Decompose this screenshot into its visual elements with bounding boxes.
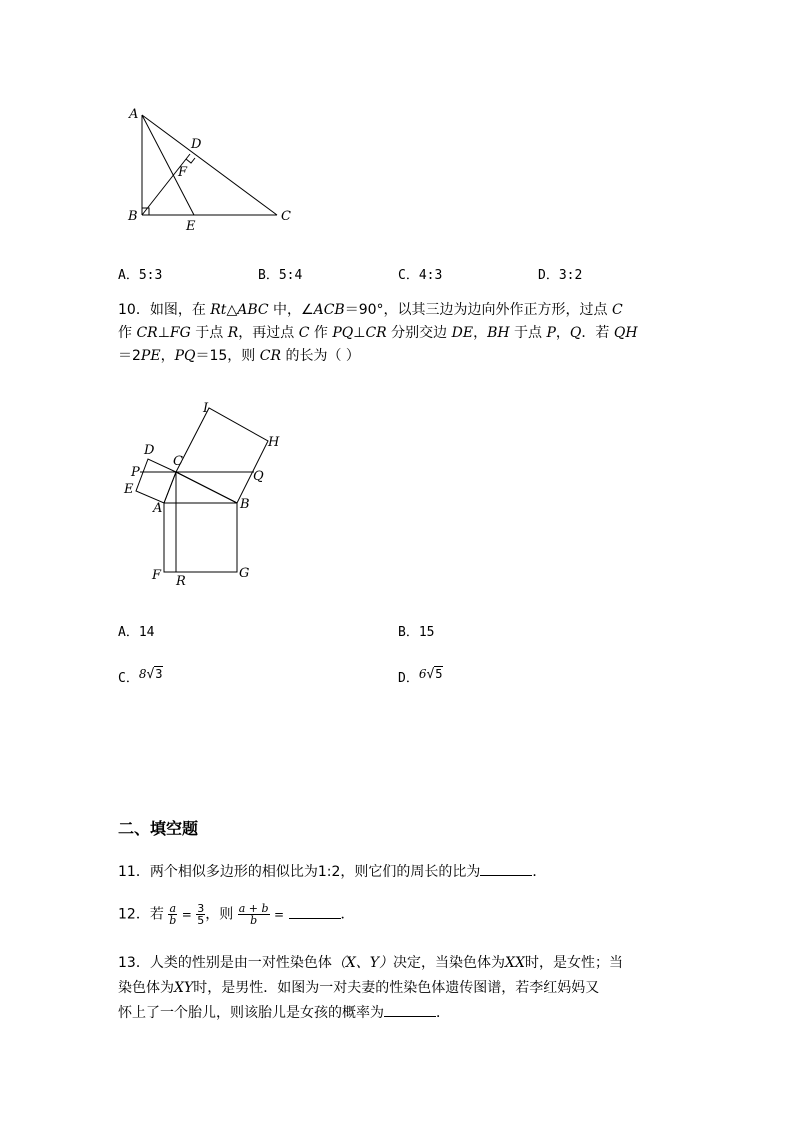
figure-squares — [118, 395, 298, 595]
segment-bd — [142, 154, 190, 215]
right-angle-mark-d — [186, 158, 195, 163]
section-2-title: 二、填空题 — [118, 819, 199, 838]
q10-option-a[interactable]: A．14 — [118, 625, 155, 640]
q10-line-1: 10．如图，在 Rt△ABC 中，∠ACB＝90°，以其三边为边向外作正方形，过点 C — [118, 302, 623, 318]
q11-question: 11．两个相似多边形的相似比为1:2，则它们的周长的比为 ． — [118, 864, 547, 880]
square-abgf — [164, 503, 237, 572]
label-i: I — [203, 401, 209, 416]
label-c: C — [281, 209, 291, 224]
q11-answer-blank[interactable] — [480, 863, 532, 876]
q12-question: 12．若 $\frac{a}{b}$ = $\frac{3}{5}$ ，则 $\frac{a + b}{b}$ = ． — [118, 902, 355, 927]
label-g: G — [239, 566, 250, 581]
q13-answer-blank[interactable] — [384, 1004, 436, 1017]
label-r: R — [176, 574, 186, 589]
figure-triangle-abc — [120, 100, 310, 240]
label-d: D — [144, 443, 155, 458]
label-f: F — [152, 568, 162, 583]
fraction-a-over-b: $\frac{a}{b}$ — [169, 902, 177, 927]
q9-option-c[interactable]: C．4:3 — [398, 268, 443, 283]
q9-option-b[interactable]: B．5:4 — [258, 268, 303, 283]
label-b: B — [128, 209, 138, 224]
label-f: F — [178, 165, 188, 180]
q13-line-3: 怀上了一个胎儿，则该胎儿是女孩的概率为 ． — [118, 1005, 450, 1021]
q13-question — [118, 951, 688, 1026]
q10-line-3: ＝2PE，PQ＝15，则 CR 的长为（ ） — [118, 348, 360, 364]
q12-answer-blank[interactable] — [289, 906, 341, 919]
segment-ac — [164, 472, 176, 503]
segment-cb — [176, 472, 237, 503]
fraction-a-plus-b-over-b: $\frac{a + b}{b}$ — [238, 902, 269, 927]
q10-option-b[interactable]: B．15 — [398, 625, 435, 640]
q9-option-a[interactable]: A．5:3 — [118, 268, 163, 283]
label-e: E — [186, 219, 196, 234]
q13-line-1: 13．人类的性别是由一对性染色体（X、Y）决定，当染色体为XX时，是女性；当 — [118, 955, 623, 971]
square-acde — [136, 459, 176, 503]
q13-line-2: 染色体为XY时，是男性．如图为一对夫妻的性染色体遗传图谱，若李红妈妈又 — [118, 980, 600, 996]
q10-line-2: 作 CR⊥FG 于点 R，再过点 C 作 PQ⊥CR 分别交边 DE，BH 于点 P，Q．若 QH — [118, 325, 638, 341]
label-b: B — [240, 497, 250, 512]
label-d: D — [191, 137, 202, 152]
square-bchi — [176, 408, 268, 503]
fraction-3-over-5: $\frac{3}{5}$ — [197, 902, 205, 927]
label-a: A — [129, 107, 139, 122]
label-a: A — [153, 501, 163, 516]
q10-option-d[interactable]: D．6√5 — [398, 667, 443, 686]
label-h: H — [268, 435, 280, 450]
q10-option-c[interactable]: C．8√3 — [118, 667, 163, 686]
label-p: P — [131, 465, 140, 480]
label-q: Q — [253, 469, 264, 484]
q9-option-d[interactable]: D．3:2 — [538, 268, 583, 283]
label-c: C — [173, 454, 183, 469]
label-e: E — [124, 482, 134, 497]
segment-ac — [142, 115, 277, 215]
q10-question — [118, 299, 688, 368]
